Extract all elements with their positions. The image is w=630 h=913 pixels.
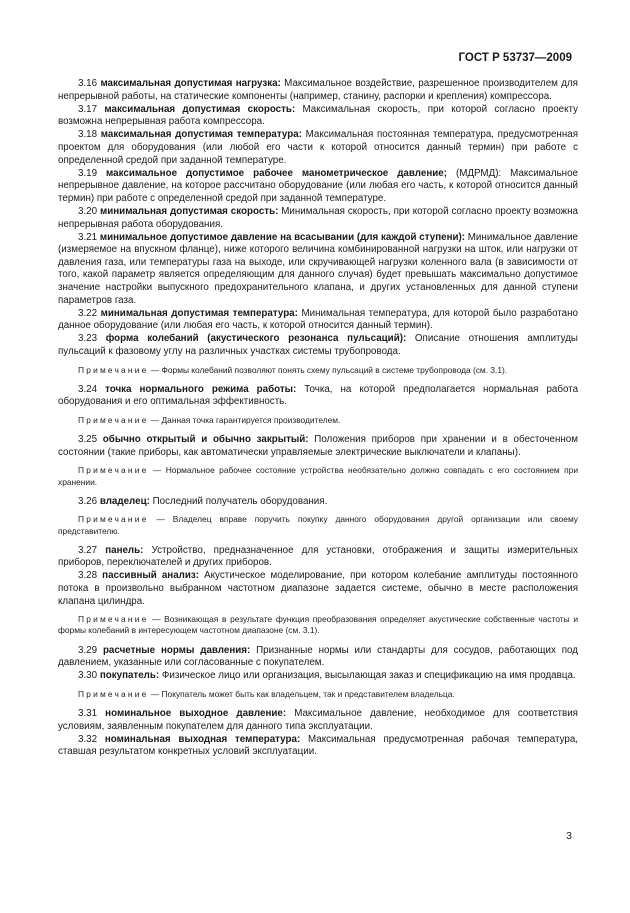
definition-term: максимальное допустимое рабочее манометрическое давление; (106, 167, 447, 179)
definition-term: номинальная выходная температура: (104, 733, 301, 745)
definition-number: 3.23 (78, 333, 98, 345)
note-text: — Возникающая в результате функция преобразования определяет акустические собственные частоты и формы колебаний в интересующем частотном диапазоне (см. 3.1). (58, 614, 578, 636)
definition-text: Максимальное давление, необходимое для соответствия условиям, заявленным покупателем для данного типа эксплуатации. (58, 708, 578, 732)
definition-3-32 (58, 734, 578, 759)
definition-text: Минимальная скорость, при которой согласно проекту возможна непрерывная работа оборудования. (58, 205, 578, 230)
definition-number: 3.21 (78, 231, 98, 243)
definition-term: максимальная допустимая скорость: (104, 103, 296, 115)
note (58, 365, 578, 376)
definition-number: 3.29 (78, 644, 98, 656)
note (58, 465, 578, 487)
definition-text: Положения приборов при хранении и в обесточенном состоянии (такие приборы, как автоматически управляемые электрические выключатели и клапаны). (58, 434, 578, 458)
definition-term: максимальная допустимая нагрузка: (100, 78, 281, 89)
definition-3-28 (58, 570, 578, 608)
definition-3-26 (58, 496, 578, 509)
definition-term: обычно открытый и обычно закрытый: (102, 434, 309, 446)
definition-number: 3.17 (78, 103, 98, 115)
note-label: Примечание (78, 414, 149, 425)
note-text: — Нормальное рабочее состояние устройства необязательно должно совпадать с его состоянием при хранении. (58, 465, 578, 487)
definition-text: Максимальная предусмотренная рабочая температура, ставшая результатом конкретных условий эксплуатации. (58, 733, 578, 758)
definition-text: Акустическое моделирование, при котором колебание амплитуды постоянного потока в произвольно выбранном частотном диапазоне задается системе, обычно в месте расположения клапана цилиндра. (58, 570, 578, 607)
definition-number: 3.20 (78, 205, 98, 217)
note (58, 514, 578, 536)
note-label: Примечание (78, 465, 149, 476)
definition-number: 3.31 (78, 708, 98, 720)
definition-text: Признанные нормы или стандарты для сосудов, работающих под давлением, указанные или согласованные с покупателем. (58, 644, 578, 669)
note-text: — Покупатель может быть как владельцем, так и представителем владельца. (148, 688, 455, 699)
definition-term: пассивный анализ: (102, 570, 200, 582)
definition-number: 3.32 (78, 733, 98, 745)
definition-text: Устройство, предназначенное для установки, отображения и защиты измерительных приборов, переключателей и других приборов. (58, 544, 578, 569)
definition-number: 3.25 (78, 434, 98, 446)
definition-term: покупатель: (99, 670, 160, 682)
note (58, 614, 578, 636)
page-number: 3 (566, 830, 572, 842)
note-label: Примечание (78, 514, 149, 525)
definition-term: минимальное допустимое давление на всасывании (для каждой ступени): (99, 231, 466, 243)
definition-3-27 (58, 545, 578, 570)
definition-term: форма колебаний (акустического резонанса пульсаций): (105, 333, 407, 345)
definition-number: 3.22 (78, 307, 98, 319)
definition-text: Минимальная температура, для которой было разработано данное оборудование (или любая его часть, к которой относится данный термин). (58, 307, 578, 332)
definition-3-21 (58, 232, 578, 308)
definition-term: панель: (105, 544, 144, 556)
definition-3-17 (58, 104, 578, 129)
note-text: — Формы колебаний позволяют понять схему пульсаций в системе трубопровода (см. 3.1). (148, 364, 508, 375)
definition-term: минимальная допустимая скорость: (99, 205, 279, 217)
definition-3-24 (58, 384, 578, 409)
definition-3-23 (58, 333, 578, 358)
definition-number: 3.19 (78, 167, 98, 179)
definition-text: Минимальное давление (измеряемое на впускном фланце), ниже которого величина комбинированной нагрузки на шток, или нагрузки от давления газа, или температуры газа на выходе, или скручивающей нагрузки коленного вала (в зависимости от того, какой параметр является определяющим для данного случая) будет превышать максимально допустимое значение настройки выпускного предохранительного клапана, и других установленных для данной ступени параметров газа. (58, 231, 578, 306)
definition-text: Последний получатель оборудования. (149, 495, 328, 507)
definition-term: минимальная допустимая температура: (100, 307, 298, 319)
note-label: Примечание (78, 614, 149, 625)
definition-text: Максимальное воздействие, разрешенное производителем для непрерывной работы, на статические компоненты (например, станину, распорки и крепления) компрессора. (58, 78, 578, 102)
note (58, 689, 578, 700)
definition-number: 3.30 (78, 670, 98, 682)
definition-3-19 (58, 168, 578, 206)
note-text: — Данная точка гарантируется производителем. (148, 414, 341, 425)
note-label: Примечание (78, 688, 149, 699)
definition-text: Физическое лицо или организация, высылающая заказ и спецификацию на имя продавца. (159, 670, 576, 682)
definition-3-16 (58, 78, 578, 103)
definition-3-18 (58, 129, 578, 167)
definition-text: Максимальная постоянная температура, предусмотренная проектом для оборудования (или любой его части к которой относится данный термин) при работе с определенной средой при заданной температуре. (58, 129, 578, 166)
definition-3-30 (58, 670, 578, 683)
note-label: Примечание (78, 364, 149, 375)
definition-3-29 (58, 645, 578, 670)
definition-3-31 (58, 708, 578, 733)
definition-number: 3.27 (78, 544, 98, 556)
definition-3-25 (58, 434, 578, 459)
definition-number: 3.28 (78, 570, 98, 582)
definitions-list (58, 78, 578, 759)
definition-number: 3.24 (78, 383, 98, 395)
definition-number: 3.18 (78, 129, 98, 141)
definition-text: (МДРМД): Максимальное непрерывное давление, на которое рассчитано оборудование (или любая его часть, к которой относится данный термин) при работе с определенной средой при заданной температуре. (58, 167, 578, 204)
definition-term: расчетные нормы давления: (102, 644, 251, 656)
definition-3-22 (58, 308, 578, 333)
definition-text: Описание отношения амплитуды пульсаций к фазовому углу на различных участках системы трубопровода. (58, 333, 578, 357)
document-id: ГОСТ Р 53737—2009 (458, 52, 572, 64)
definition-term: владелец: (99, 495, 150, 507)
note-text: — Владелец вправе поручить покупку данного оборудования другой организации или своему представителю. (58, 514, 578, 536)
definition-term: номинальное выходное давление: (105, 708, 287, 720)
definition-3-20 (58, 206, 578, 231)
definition-text: Максимальная скорость, при которой согласно проекту возможна непрерывная работа компрессора. (58, 103, 578, 128)
definition-number: 3.26 (78, 495, 98, 507)
definition-text: Точка, на которой предполагается нормальная работа оборудования и его оптимальная эффективность. (58, 383, 579, 408)
definition-term: максимальная допустимая температура: (100, 129, 302, 141)
definition-term: точка нормального режима работы: (105, 383, 297, 395)
note (58, 415, 578, 426)
definition-number: 3.16 (78, 78, 98, 89)
